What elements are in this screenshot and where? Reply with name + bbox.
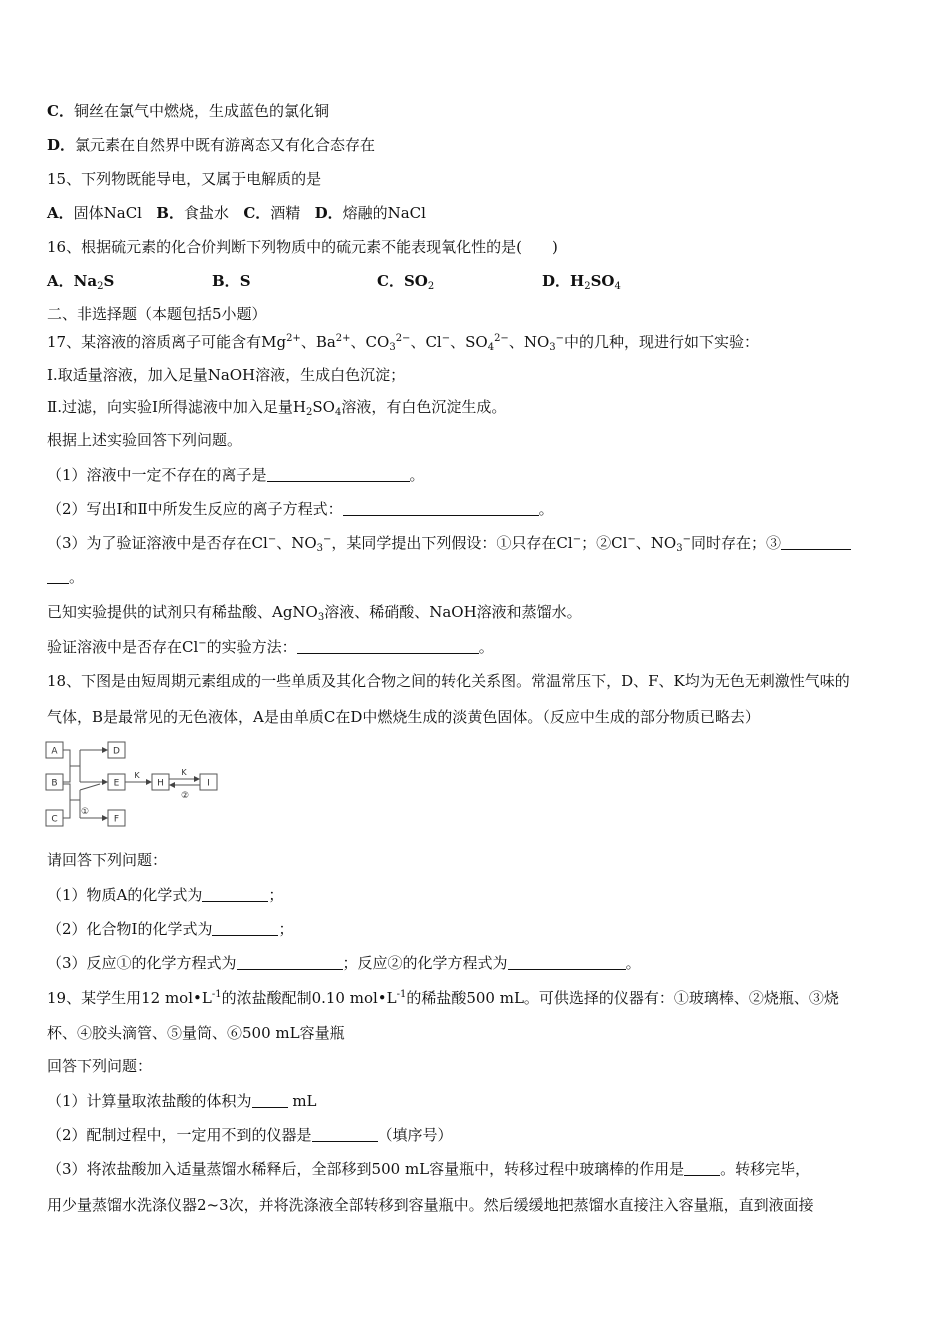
option-text: 酒精 <box>270 204 301 222</box>
text: （1）溶液中一定不存在的离子是 <box>47 466 267 484</box>
option-text: 熔融的NaCl <box>342 204 426 222</box>
text: 。 <box>625 954 641 972</box>
node-e: E <box>113 778 120 789</box>
q17-reagents <box>47 605 582 623</box>
superscript: − <box>555 333 565 344</box>
text: （2）写出Ⅰ和Ⅱ中所发生反应的离子方程式： <box>47 500 343 518</box>
option-text: 固体NaCl <box>73 204 142 222</box>
superscript: − <box>627 534 636 545</box>
q18-stem-line1: 18、下图是由短周期元素组成的一些单质及其化合物之间的转化关系图。常温常压下，D、F、K均为无色无刺激性气味的 <box>47 672 850 690</box>
q17-stem <box>47 334 759 353</box>
answer-blank[interactable] <box>297 639 479 654</box>
superscript: 2− <box>395 333 411 344</box>
q15-options <box>47 206 426 221</box>
subscript: 2 <box>305 407 313 418</box>
q17-part-3 <box>47 535 851 554</box>
superscript: − <box>682 534 691 545</box>
text: 已知实验提供的试剂只有稀盐酸、AgNO <box>47 603 318 621</box>
answer-blank[interactable] <box>781 535 851 550</box>
label-reaction-1: ① <box>80 807 90 817</box>
superscript: − <box>267 534 277 545</box>
text: （填序号） <box>377 1126 453 1144</box>
answer-blank[interactable] <box>202 887 268 902</box>
text: Ⅱ.过滤，向实验Ⅰ所得滤液中加入足量H <box>47 398 306 416</box>
answer-blank[interactable] <box>237 955 343 970</box>
text: 的稀盐酸500 mL。可供选择的仪器有：①玻璃棒、②烧瓶、③烧 <box>406 989 839 1007</box>
answer-blank[interactable] <box>343 501 539 516</box>
formula: H <box>570 272 585 290</box>
q17-experiment-2 <box>47 400 506 418</box>
text: 验证溶液中是否存在Cl <box>47 638 199 656</box>
text: 、CO <box>350 333 390 351</box>
answer-blank[interactable] <box>252 1093 288 1108</box>
text: （1）计算量取浓盐酸的体积为 <box>47 1092 252 1110</box>
q17-experiment-1: Ⅰ.取适量溶液，加入足量NaOH溶液，生成白色沉淀； <box>47 366 406 384</box>
q16-option-b <box>212 274 251 289</box>
formula: Na <box>73 272 98 290</box>
text: ，某同学提出下列假设：①只存在Cl <box>331 534 573 552</box>
formula: S <box>239 272 251 290</box>
text: 、NO <box>508 333 550 351</box>
q18-stem-line2: 气体，B是最常见的无色液体，A是由单质C在D中燃烧生成的淡黄色固体。（反应中生成的部分物质已略去） <box>47 708 760 726</box>
node-d: D <box>113 746 120 757</box>
subscript: 2 <box>584 281 591 292</box>
label-k-1: K <box>134 771 140 780</box>
option-letter: B． <box>212 272 240 290</box>
q18-reaction-diagram <box>44 738 224 832</box>
q19-part-3 <box>47 1161 810 1177</box>
option-letter: B． <box>156 204 184 222</box>
formula: SO <box>590 272 615 290</box>
q19-part-3-cont: 用少量蒸馏水洗涤仪器2~3次，并将洗涤液全部转移到容量瓶中。然后缓缓地把蒸馏水直接注入容量瓶，直到液面接 <box>47 1196 814 1214</box>
subscript: 2 <box>97 281 104 292</box>
option-letter: D． <box>47 136 76 154</box>
text: 、SO <box>450 333 488 351</box>
q17-part-2 <box>47 501 554 517</box>
q18-part-1 <box>47 887 283 903</box>
label-k-2: K <box>181 768 187 777</box>
q16-option-d <box>542 274 621 292</box>
q18-intro: 请回答下列问题： <box>47 851 168 869</box>
answer-blank[interactable] <box>267 467 410 482</box>
text: 17、某溶液的溶质离子可能含有Mg <box>47 333 287 351</box>
text: 19、某学生用12 mol•L <box>47 989 212 1007</box>
q16-option-c <box>377 274 434 292</box>
superscript: 2+ <box>286 333 301 344</box>
superscript: − <box>198 638 207 649</box>
answer-blank[interactable] <box>508 955 626 970</box>
q16-option-a <box>47 274 114 292</box>
option-text: 食盐水 <box>183 204 229 222</box>
subscript: 3 <box>317 612 325 623</box>
text: 同时存在；③ <box>690 534 781 552</box>
superscript: -1 <box>211 989 222 1000</box>
q19-stem-line1 <box>47 990 839 1006</box>
option-letter: C． <box>47 102 74 120</box>
q19-part-2 <box>47 1127 453 1143</box>
node-i: I <box>207 778 210 789</box>
text: 。 <box>538 500 554 518</box>
subscript: 3 <box>316 543 324 554</box>
subscript: 3 <box>676 543 683 554</box>
text: （3）将浓盐酸加入适量蒸馏水稀释后，全部移到500 mL容量瓶中，转移过程中玻璃棒的作用是 <box>47 1160 685 1178</box>
formula: SO <box>403 272 428 290</box>
text: 。 <box>69 568 85 586</box>
superscript: 2− <box>494 333 509 344</box>
option-letter: A． <box>47 204 74 222</box>
superscript: -1 <box>396 989 407 1000</box>
subscript: 4 <box>614 281 621 292</box>
answer-blank[interactable] <box>684 1161 720 1176</box>
q17-part-3-cont <box>47 569 84 585</box>
q17-intro: 根据上述实验回答下列问题。 <box>47 431 243 449</box>
node-f: F <box>113 814 120 825</box>
text: ； <box>268 886 284 904</box>
q15-stem: 15、下列物既能导电，又属于电解质的是 <box>47 170 322 188</box>
superscript: − <box>323 534 332 545</box>
option-letter: A． <box>47 272 74 290</box>
q19-stem-line2: 杯、④胶头滴管、⑤量筒、⑥500 mL容量瓶 <box>47 1024 345 1042</box>
option-letter: D． <box>542 272 571 290</box>
q18-part-3 <box>47 955 641 971</box>
option-letter: C． <box>243 204 271 222</box>
q17-verify <box>47 639 494 655</box>
text: 、Ba <box>300 333 336 351</box>
q17-part-1 <box>47 467 425 483</box>
superscript: 2+ <box>335 333 351 344</box>
q19-part-1 <box>47 1093 317 1109</box>
option-letter: C． <box>377 272 404 290</box>
text: 。转移完毕， <box>720 1160 811 1178</box>
text: 溶液，有白色沉淀生成。 <box>341 398 507 416</box>
label-reaction-2: ② <box>180 791 190 801</box>
q18-part-2 <box>47 921 294 937</box>
text: SO <box>312 398 335 416</box>
superscript: − <box>441 333 451 344</box>
answer-blank[interactable] <box>312 1127 378 1142</box>
subscript: 3 <box>389 342 396 353</box>
text: （1）物质A的化学式为 <box>47 886 203 904</box>
text: mL <box>287 1092 317 1110</box>
text: 溶液、稀硝酸、NaOH溶液和蒸馏水。 <box>324 603 582 621</box>
text: 中的几种，现进行如下实验： <box>564 333 760 351</box>
q14-option-c <box>47 104 329 119</box>
formula: S <box>103 272 115 290</box>
q19-intro: 回答下列问题： <box>47 1057 153 1075</box>
option-text: 铜丝在氯气中燃烧，生成蓝色的氯化铜 <box>73 102 329 120</box>
node-a: A <box>51 746 58 757</box>
text: 、NO <box>635 534 677 552</box>
subscript: 4 <box>487 342 495 353</box>
text: ； <box>278 920 294 938</box>
text: ；②Cl <box>581 534 628 552</box>
text: （3）为了验证溶液中是否存在Cl <box>47 534 268 552</box>
text: （2）配制过程中，一定用不到的仪器是 <box>47 1126 312 1144</box>
option-letter: D． <box>314 204 343 222</box>
node-c: C <box>51 814 58 825</box>
subscript: 4 <box>334 407 342 418</box>
node-b: B <box>51 778 58 789</box>
text: 、NO <box>276 534 317 552</box>
section-heading: 二、非选择题（本题包括5小题） <box>47 305 267 323</box>
text: （2）化合物I的化学式为 <box>47 920 213 938</box>
text: 的浓盐酸配制0.10 mol•L <box>221 989 397 1007</box>
node-h: H <box>157 778 164 789</box>
answer-blank[interactable] <box>212 921 278 936</box>
answer-blank[interactable] <box>47 569 69 584</box>
text: （3）反应①的化学方程式为 <box>47 954 237 972</box>
text: 的实验方法： <box>206 638 297 656</box>
text: 、Cl <box>410 333 442 351</box>
text: 。 <box>478 638 494 656</box>
option-text: 氯元素在自然界中既有游离态又有化合态存在 <box>75 136 376 154</box>
q14-option-d <box>47 138 375 153</box>
superscript: − <box>572 534 582 545</box>
text: 。 <box>409 466 425 484</box>
q16-stem: 16、根据硫元素的化合价判断下列物质中的硫元素不能表现氧化性的是( ) <box>47 238 558 256</box>
text: ；反应②的化学方程式为 <box>342 954 508 972</box>
subscript: 2 <box>427 281 435 292</box>
subscript: 3 <box>549 342 556 353</box>
